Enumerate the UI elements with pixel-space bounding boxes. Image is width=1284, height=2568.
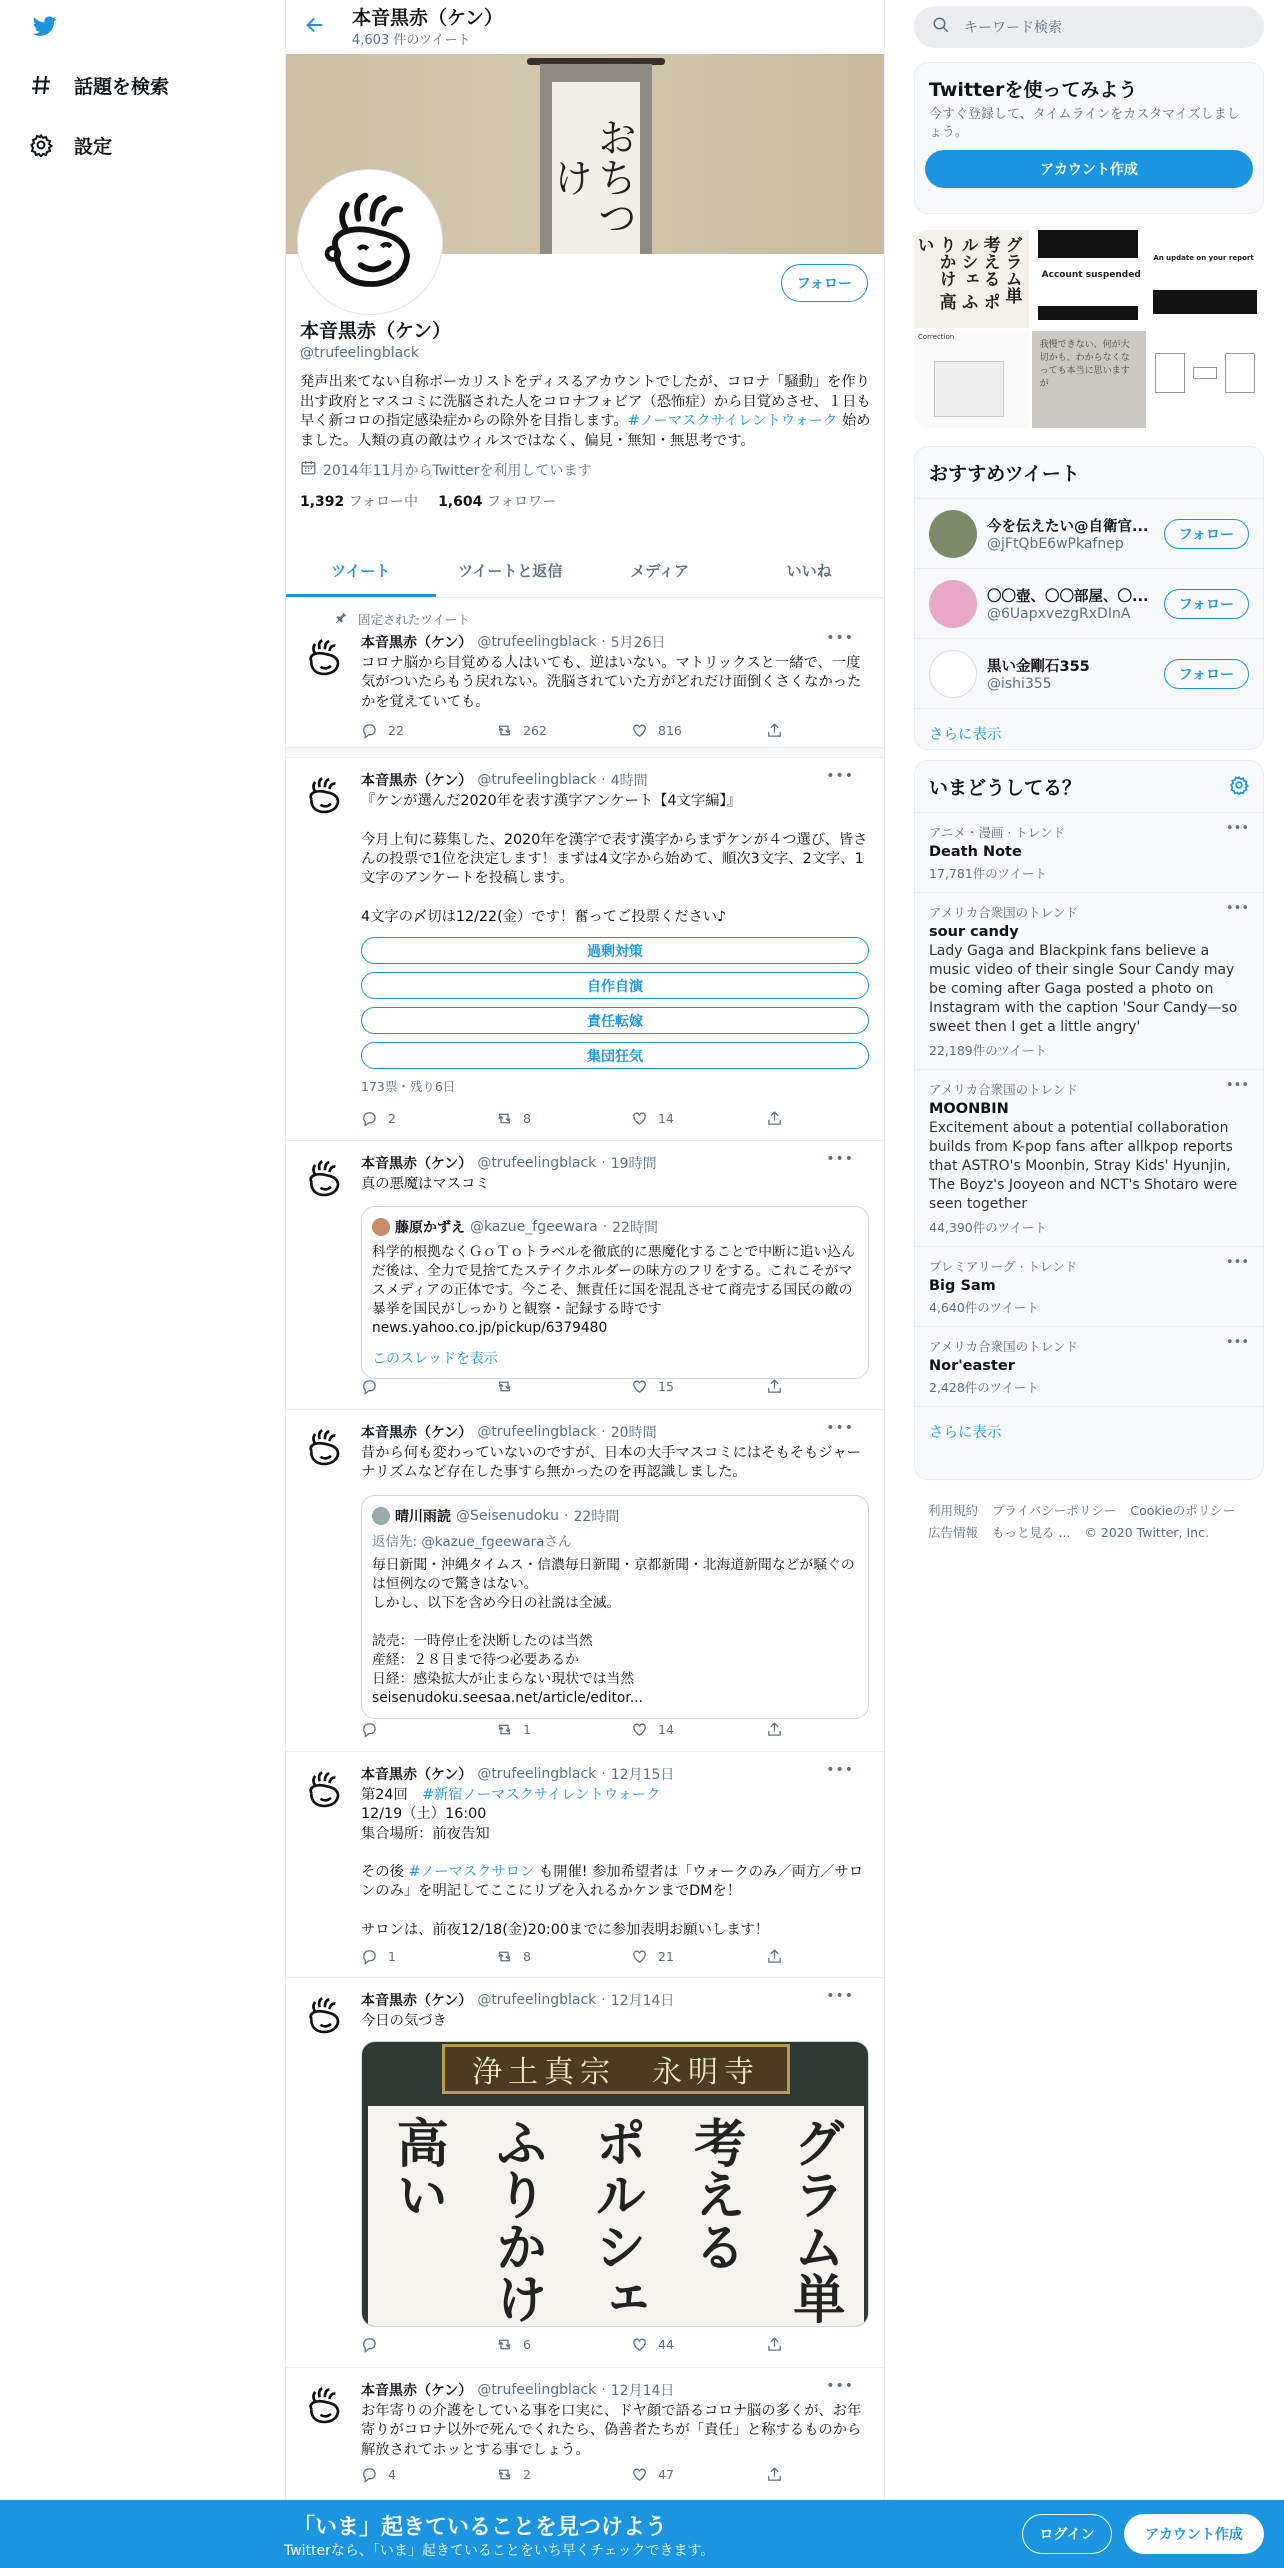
trend-item[interactable]: アメリカ合衆国のトレンド Nor'easter 2,428件のツイート ••• bbox=[915, 1326, 1263, 1406]
login-button[interactable]: ログイン bbox=[1022, 2514, 1112, 2554]
tweet-handle: @trufeelingblack bbox=[477, 2382, 597, 2398]
more-icon[interactable]: ••• bbox=[826, 630, 854, 646]
media-thumb[interactable]: 我慢できない、何が大切かも、わからなくなっても本当に思いますが bbox=[1032, 331, 1147, 429]
follow-button[interactable]: フォロー bbox=[781, 264, 868, 302]
tweet-handle: @trufeelingblack bbox=[477, 772, 597, 788]
more-icon[interactable]: ••• bbox=[826, 1988, 854, 2004]
quoted-avatar bbox=[372, 1218, 390, 1236]
tweet-time[interactable]: 12月14日 bbox=[610, 2383, 675, 2399]
left-nav bbox=[0, 0, 285, 2568]
poll bbox=[361, 937, 869, 1095]
more-icon[interactable]: ••• bbox=[1225, 1255, 1249, 1270]
tweet-handle: @trufeelingblack bbox=[477, 634, 597, 650]
tweet-author[interactable]: 本音黒赤（ケン） bbox=[361, 635, 473, 651]
trend-item[interactable]: アメリカ合衆国のトレンド MOONBIN Excitement about a potential collaboration builds from K-pop fans after allkpop reports that ASTRO's Moonbin, Stray Kids' Hyunjin, The Boyz's Jooyeon and NCT's Shotaro were seen together 44,390件のツイート ••• bbox=[915, 1069, 1263, 1246]
tweet[interactable] bbox=[286, 1141, 884, 1410]
tweet[interactable] bbox=[286, 598, 884, 748]
tweet-time[interactable]: 12月15日 bbox=[610, 1767, 675, 1783]
tweet-author[interactable]: 本音黒赤（ケン） bbox=[361, 1767, 473, 1783]
tweet-text: 第24回 #新宿ノーマスクサイレントウォーク 12/19（土）16:00 集合場所：前夜告知 その後 #ノーマスクサロン も開催! 参加希望者は「ウォークのみ／両方／サロンのみ」を明記してここにリプを入れるかケンまでDMを！ サロンは、前夜12/18(金)20:00までに参加表明お願いします！ bbox=[361, 1787, 864, 1939]
poll-option[interactable]: 自作自演 bbox=[361, 972, 869, 999]
tweet-handle: @trufeelingblack bbox=[477, 1424, 597, 1440]
more-icon[interactable]: ••• bbox=[1225, 901, 1249, 916]
joined-text: 2014年11月からTwitterを利用しています bbox=[323, 462, 592, 479]
avatar bbox=[929, 510, 977, 558]
hashtag-icon bbox=[28, 72, 54, 98]
tweet-author[interactable]: 本音黒赤（ケン） bbox=[361, 1156, 473, 1172]
quoted-tweet[interactable]: 藤原かずえ @kazue_fgeewara · 22時間 科学的根拠なくＧｏＴｏトラベルを徹底的に悪魔化することで中断に追い込んだ後は、全力で見捨てたステイクホルダーの味方のフリをする。これこそがマスメディアの正体です。今こそ、無責任に国を混乱させて商売する国民の敵の暴挙を国民がしっかりと観察・記録する時です news.yahoo.co.jp/pickup/6379480 このスレッドを表示 bbox=[361, 1206, 869, 1379]
like-button[interactable]: 47 bbox=[631, 2466, 766, 2483]
tweet-actions bbox=[361, 1378, 901, 1395]
tweet-actions bbox=[361, 1948, 901, 1965]
quoted-author: 晴川雨読 bbox=[395, 1508, 451, 1525]
tweet-actions bbox=[361, 722, 901, 739]
reply-button[interactable]: 2 bbox=[361, 1110, 496, 1127]
share-button[interactable] bbox=[766, 722, 901, 739]
tweet-time[interactable]: 12月14日 bbox=[610, 1993, 675, 2009]
share-button[interactable] bbox=[766, 1721, 901, 1738]
banner-calligraphy: おちつけ bbox=[547, 117, 637, 237]
like-button[interactable]: 21 bbox=[631, 1948, 766, 1965]
tweet-body: 本音黒赤（ケン） @trufeelingblack · 19時間 ••• 真の悪魔はマスコミ 藤原かずえ @kazue_fgeewara · 22時間 科学的根拠なくＧｏＴｏトラベルを徹底的に悪魔化することで中断に追い込んだ後は、全力で見捨てたステイクホルダーの味方のフリをする。これこそがマスメディアの正体です。今こそ、無責任に国を混乱させて商売する国民の敵の暴挙を国民がしっかりと観察・記録する時です news.yahoo.co.jp/pickup/6379480 このスレッドを表示 bbox=[361, 1153, 869, 1379]
media-grid bbox=[914, 230, 1264, 428]
copyright: © 2020 Twitter, Inc. bbox=[1084, 1525, 1209, 1540]
tweet-body: 本音黒赤（ケン） @trufeelingblack · 5月26日 ••• コロナ脳から目覚める人はいても、逆はいない。マトリックスと一緒で、一度気がついたらもう戻れない。洗脳されていた方がどれだけ面倒くさくなかったかを覚えていても。 bbox=[361, 632, 869, 712]
trend-item[interactable]: アメリカ合衆国のトレンド sour candy Lady Gaga and Blackpink fans believe a music video of their single Sour Candy may be coming after Gaga posted a photo on Instagram with the caption 'Sour Candy—so sweet then I get a little angry' 22,189件のツイート ••• bbox=[915, 892, 1263, 1069]
tweet-text: お年寄りの介護をしている事を口実に、ドヤ顔で語るコロナ脳の多くが、お年寄りがコロナ以外で死んでくれたら、偽善者たちが「責任」と称するものから解放されてホッとする事でしょう。 bbox=[361, 2403, 862, 2458]
bottom-headline: 「いま」起きていることを見つけよう bbox=[293, 2515, 668, 2540]
pin-icon bbox=[334, 611, 348, 628]
search-bar[interactable] bbox=[914, 6, 1264, 48]
signup-button[interactable]: アカウント作成 bbox=[925, 150, 1253, 188]
bio-text-end: 始めました。人類の真の敵はウィルスではなく、偏見・無知・無思考です。 bbox=[300, 413, 871, 449]
like-button[interactable]: 14 bbox=[631, 1110, 766, 1127]
show-more-link[interactable]: さらに表示 bbox=[915, 708, 1263, 750]
hashtag-link[interactable]: #ノーマスクサロン bbox=[408, 1864, 535, 1881]
avatar bbox=[929, 650, 977, 698]
tweet-author[interactable]: 本音黒赤（ケン） bbox=[361, 773, 473, 789]
media-thumb[interactable]: Account suspended bbox=[1032, 230, 1147, 328]
more-icon[interactable]: ••• bbox=[1225, 1335, 1249, 1350]
tweet-time[interactable]: 5月26日 bbox=[610, 635, 666, 651]
back-arrow-icon[interactable] bbox=[304, 14, 326, 40]
quoted-author: 藤原かずえ bbox=[395, 1220, 465, 1237]
header-tweet-count: 4,603 件のツイート bbox=[352, 32, 471, 48]
tweet-author[interactable]: 本音黒赤（ケン） bbox=[361, 1993, 473, 2009]
show-thread-link[interactable]: このスレッドを表示 bbox=[372, 1351, 498, 1368]
avatar[interactable] bbox=[300, 1766, 348, 1814]
signup-title: Twitterを使ってみよう bbox=[929, 79, 1138, 101]
tweet-author[interactable]: 本音黒赤（ケン） bbox=[361, 2383, 473, 2399]
retweet-button[interactable]: 8 bbox=[496, 1948, 631, 1965]
following-link[interactable]: 1,392 フォロー中 bbox=[300, 494, 419, 510]
reply-button[interactable] bbox=[361, 1378, 496, 1395]
bottom-signup-bar bbox=[0, 2500, 1284, 2568]
more-icon[interactable]: ••• bbox=[1225, 1078, 1249, 1093]
tweet-author[interactable]: 本音黒赤（ケン） bbox=[361, 1425, 473, 1441]
tweet-text: コロナ脳から目覚める人はいても、逆はいない。マトリックスと一緒で、一度気がついたらもう戻れない。洗脳されていた方がどれだけ面倒くさくなかったかを覚えていても。 bbox=[361, 655, 862, 710]
share-button[interactable] bbox=[766, 2466, 901, 2483]
tweet[interactable] bbox=[286, 1978, 884, 2368]
calendar-icon bbox=[300, 459, 317, 480]
avatar[interactable] bbox=[300, 1992, 348, 2040]
footer-link[interactable]: Cookieのポリシー bbox=[1130, 1503, 1236, 1518]
footer-link[interactable]: 広告情報 bbox=[928, 1525, 979, 1540]
tweet-actions bbox=[361, 2336, 901, 2353]
recommend-item[interactable]: 今を伝えたい@自衛官... @jFtQbE6wPkafnep フォロー bbox=[915, 498, 1263, 568]
tweet-body: 本音黒赤（ケン） @trufeelingblack · 12月15日 ••• 第24回 #新宿ノーマスクサイレントウォーク 12/19（土）16:00 集合場所：前夜告知 その後 #ノーマスクサロン も開催! 参加希望者は「ウォークのみ／両方／サロンのみ」を明記してここにリプを入れるかケンまでDMを！ サロンは、前夜12/18(金)20:00までに参加表明お願いします！ bbox=[361, 1764, 869, 1940]
trends-card bbox=[914, 760, 1264, 1480]
reply-button[interactable]: 4 bbox=[361, 2466, 496, 2483]
pinned-label: 固定されたツイート bbox=[334, 610, 470, 628]
tab-tweets-replies[interactable]: ツイートと返信 bbox=[458, 562, 563, 580]
reply-button[interactable] bbox=[361, 1721, 496, 1738]
profile-info bbox=[300, 316, 872, 511]
retweet-button[interactable]: 2 bbox=[496, 2466, 631, 2483]
poll-option[interactable]: 責任転嫁 bbox=[361, 1007, 869, 1034]
recommend-title: おすすめツイート bbox=[929, 463, 1080, 485]
search-placeholder: キーワード検索 bbox=[964, 20, 1062, 36]
recommend-item[interactable]: 〇〇壺、〇〇部屋、〇... @6UapxvezgRxDInA フォロー bbox=[915, 568, 1263, 638]
poll-option[interactable]: 過剰対策 bbox=[361, 937, 869, 964]
tweet-handle: @trufeelingblack bbox=[477, 1992, 597, 2008]
profile-timeline bbox=[285, 0, 885, 2500]
follow-button[interactable]: フォロー bbox=[1164, 519, 1249, 549]
retweet-button[interactable]: 8 bbox=[496, 1110, 631, 1127]
signup-button[interactable]: アカウント作成 bbox=[1124, 2514, 1264, 2554]
tab-tweets[interactable]: ツイート bbox=[286, 544, 436, 597]
signup-desc: 今すぐ登録して、タイムラインをカスタマイズしましょう。 bbox=[929, 107, 1240, 140]
tweet-text: 『ケンが選んだ2020年を表す漢字アンケート【4文字編】』 今月上旬に募集した、2020年を漢字で表す漢字からまずケンが４つ選び、皆さんの投票で1位を決定します！まずは4文字から始めて、順次3文字、2文字、1文字のアンケートを投稿します。 4文字の〆切は12/22(金）です！奮ってご投票ください♪ bbox=[361, 793, 868, 925]
more-icon[interactable]: ••• bbox=[826, 2378, 854, 2394]
more-icon[interactable]: ••• bbox=[826, 768, 854, 784]
nav-settings-label: 設定 bbox=[74, 135, 113, 158]
tweet-body: 本音黒赤（ケン） @trufeelingblack · 20時間 ••• 昔から何も変わっていないのですが、日本の大手マスコミにはそもそもジャーナリズムなど存在した事すら無かったのを再認識しました。 晴川雨読 @Seisenudoku · 22時間 返信先: @kazue_fgeewaraさん 毎日新聞・沖縄タイムス・信濃毎日新聞・京都新聞・北海道新聞などが騒ぐのは恒例なので驚きはない。 しかし、以下を含め今日の社説は全滅。 読売：一時停止を決断したのは当然 産経：２８日まで待つ必要あるか 日経：感染拡大が止まらない現状では当然 seisenudoku.seesaa.net/article/editor... bbox=[361, 1422, 869, 1719]
recommend-card bbox=[914, 446, 1264, 750]
quoted-avatar bbox=[372, 1507, 390, 1525]
profile-bio bbox=[300, 373, 872, 451]
like-button[interactable]: 14 bbox=[631, 1721, 766, 1738]
gear-icon bbox=[28, 132, 54, 158]
media-thumb[interactable]: グラム単 考える ポルシェ ふりかけ 高い bbox=[914, 230, 1029, 328]
retweet-button[interactable]: 262 bbox=[496, 722, 631, 739]
media-thumb[interactable]: Correction bbox=[914, 331, 1029, 429]
tweet-handle: @trufeelingblack bbox=[477, 1766, 597, 1782]
avatar bbox=[929, 580, 977, 628]
tweet-time[interactable]: 19時間 bbox=[610, 1156, 657, 1172]
search-icon bbox=[932, 16, 950, 38]
avatar[interactable] bbox=[300, 634, 348, 682]
bio-text: 発声出来てない自称ボーカリストをディスるアカウントでしたが、コロナ「騒動」を作り出す政府とマスコミに洗脳された人をコロナフォビア（恐怖症）から目覚めさせ、１日も早く新コロの指定感染症からの除外を目指します。 bbox=[300, 374, 871, 429]
reply-button[interactable]: 22 bbox=[361, 722, 496, 739]
poll-meta: 173票・残り6日 bbox=[361, 1079, 456, 1095]
retweet-button[interactable]: 1 bbox=[496, 1721, 631, 1738]
tweet-body: 本音黒赤（ケン） @trufeelingblack · 12月14日 ••• 今日の気づき 浄土真宗 永明寺 グラム単 考える ポルシェ ふりかけ 高い bbox=[361, 1990, 869, 2327]
header-title: 本音黒赤（ケン） bbox=[352, 6, 504, 29]
tweet-text: 今日の気づき bbox=[361, 2013, 447, 2029]
media-thumb[interactable] bbox=[1149, 331, 1264, 429]
tab-media[interactable]: メディア bbox=[630, 562, 690, 580]
like-button[interactable]: 816 bbox=[631, 722, 766, 739]
show-more-link[interactable]: さらに表示 bbox=[915, 1406, 1263, 1456]
hashtag-link[interactable]: #新宿ノーマスクサイレントウォーク bbox=[422, 1787, 661, 1803]
avatar[interactable] bbox=[300, 1424, 348, 1472]
media-thumb[interactable]: An update on your report bbox=[1149, 230, 1264, 328]
like-button[interactable]: 44 bbox=[631, 2336, 766, 2353]
tweet-photo[interactable] bbox=[361, 2041, 869, 2327]
footer-link[interactable]: もっと見る ... bbox=[992, 1525, 1071, 1540]
tweet-text: 昔から何も変わっていないのですが、日本の大手マスコミにはそもそもジャーナリズムなど存在した事すら無かったのを再認識しました。 bbox=[361, 1445, 861, 1481]
share-button[interactable] bbox=[766, 2336, 901, 2353]
profile-avatar[interactable] bbox=[298, 170, 442, 314]
more-icon[interactable]: ••• bbox=[826, 1420, 854, 1436]
trend-item[interactable]: プレミアリーグ · トレンド Big Sam 4,640件のツイート ••• bbox=[915, 1246, 1263, 1326]
gear-icon[interactable] bbox=[1229, 775, 1249, 799]
avatar[interactable] bbox=[300, 772, 348, 820]
twitter-logo-icon[interactable] bbox=[30, 14, 60, 38]
tweet-time[interactable]: 4時間 bbox=[610, 773, 648, 789]
trends-title: いまどうしてる？ bbox=[929, 777, 1082, 799]
profile-header bbox=[286, 0, 884, 54]
more-icon[interactable]: ••• bbox=[826, 1762, 854, 1778]
reply-button[interactable]: 1 bbox=[361, 1948, 496, 1965]
like-button[interactable]: 15 bbox=[631, 1378, 766, 1395]
recommend-item[interactable]: 黒い金剛石355 @ishi355 フォロー bbox=[915, 638, 1263, 708]
retweet-button[interactable] bbox=[496, 1378, 631, 1395]
tweet-text: 真の悪魔はマスコミ bbox=[361, 1176, 490, 1192]
quoted-text: 毎日新聞・沖縄タイムス・信濃毎日新聞・京都新聞・北海道新聞などが騒ぐのは恒例なので驚きはない。 しかし、以下を含め今日の社説は全滅。 読売：一時停止を決断したのは当然 産経：２８日まで待つ必要あるか 日経：感染拡大が止まらない現状では当然 seisenudoku.seesaa.net/article/editor... bbox=[372, 1556, 855, 1706]
tab-likes[interactable]: いいね bbox=[786, 562, 832, 580]
footer-link[interactable]: 利用規約 bbox=[928, 1503, 979, 1518]
tweet-time[interactable]: 20時間 bbox=[610, 1425, 657, 1441]
reply-button[interactable] bbox=[361, 2336, 496, 2353]
tweet-actions bbox=[361, 1721, 901, 1738]
nav-explore[interactable] bbox=[28, 65, 169, 105]
quoted-tweet[interactable]: 晴川雨読 @Seisenudoku · 22時間 返信先: @kazue_fgeewaraさん 毎日新聞・沖縄タイムス・信濃毎日新聞・京都新聞・北海道新聞などが騒ぐのは恒例なので驚きはない。 しかし、以下を含め今日の社説は全滅。 読売：一時停止を決断したのは当然 産経：２８日まで待つ必要あるか 日経：感染拡大が止まらない現状では当然 seisenudoku.seesaa.net/article/editor... bbox=[361, 1495, 869, 1719]
quoted-text: 科学的根拠なくＧｏＴｏトラベルを徹底的に悪魔化することで中断に追い込んだ後は、全力で見捨てたステイクホルダーの味方のフリをする。これこそがマスメディアの正体です。今こそ、無責任に国を混乱させて商売する国民の敵の暴挙を国民がしっかりと観察・記録する時です news.yahoo.co.jp/pickup/6379480 bbox=[372, 1244, 855, 1337]
bottom-subtext: Twitterなら、「いま」起きていることをいち早くチェックできます。 bbox=[284, 2543, 715, 2559]
calligraphy-poster: グラム単 考える ポルシェ ふりかけ 高い bbox=[368, 2106, 864, 2326]
tweet-actions bbox=[361, 2466, 901, 2483]
retweet-button[interactable]: 6 bbox=[496, 2336, 631, 2353]
trend-item[interactable]: アニメ・漫画 · トレンド Death Note 17,781件のツイート ••• bbox=[915, 812, 1263, 892]
temple-sign: 浄土真宗 永明寺 bbox=[442, 2044, 790, 2094]
tweet-body: 本音黒赤（ケン） @trufeelingblack · 12月14日 ••• お年寄りの介護をしている事を口実に、ドヤ顔で語るコロナ脳の多くが、お年寄りがコロナ以外で死んでくれたら、偽善者たちが「責任」と称するものから解放されてホッとする事でしょう。 bbox=[361, 2380, 869, 2460]
nav-explore-label: 話題を検索 bbox=[74, 75, 170, 98]
profile-tabs bbox=[286, 544, 884, 598]
poll-option[interactable]: 集団狂気 bbox=[361, 1042, 869, 1069]
share-button[interactable] bbox=[766, 1110, 901, 1127]
bio-hashtag-link[interactable]: #ノーマスクサイレントウォーク bbox=[627, 413, 838, 429]
profile-name: 本音黒赤（ケン） bbox=[300, 320, 452, 342]
followers-link[interactable]: 1,604 フォロワー bbox=[438, 494, 557, 510]
avatar[interactable] bbox=[300, 2382, 348, 2430]
joined-date bbox=[300, 459, 872, 480]
more-icon[interactable]: ••• bbox=[1225, 821, 1249, 836]
tweet[interactable] bbox=[286, 2368, 884, 2500]
more-icon[interactable]: ••• bbox=[826, 1151, 854, 1167]
profile-handle: @trufeelingblack bbox=[300, 345, 419, 361]
footer-link[interactable]: プライバシーポリシー bbox=[992, 1503, 1117, 1518]
tweet-body: 本音黒赤（ケン） @trufeelingblack · 4時間 ••• 『ケンが選んだ2020年を表す漢字アンケート【4文字編】』 今月上旬に募集した、2020年を漢字で表す漢字からまずケンが４つ選び、皆さんの投票で1位を決定します！まずは4文字から始めて、順次3文字、2文字、1文字のアンケートを投稿します。 4文字の〆切は12/22(金）です！奮ってご投票ください♪ 過剰対策 自作自演 責任転嫁 集団狂気 173票・残り6日 bbox=[361, 768, 868, 1095]
follow-button[interactable]: フォロー bbox=[1164, 589, 1249, 619]
quoted-reply-to: 返信先: @kazue_fgeewaraさん bbox=[372, 1533, 572, 1550]
nav-settings[interactable] bbox=[28, 125, 112, 165]
follow-button[interactable]: フォロー bbox=[1164, 659, 1249, 689]
share-button[interactable] bbox=[766, 1948, 901, 1965]
signup-card bbox=[914, 62, 1264, 214]
tweet[interactable] bbox=[286, 758, 884, 1141]
tweet-handle: @trufeelingblack bbox=[477, 1155, 597, 1171]
share-button[interactable] bbox=[766, 1378, 901, 1395]
avatar[interactable] bbox=[300, 1155, 348, 1203]
footer bbox=[928, 1500, 1258, 1544]
tweet[interactable] bbox=[286, 1410, 884, 1752]
follow-counts bbox=[300, 491, 872, 511]
cartoon-face-icon bbox=[312, 184, 428, 300]
tweet[interactable] bbox=[286, 1752, 884, 1978]
tweet-actions bbox=[361, 1110, 901, 1127]
